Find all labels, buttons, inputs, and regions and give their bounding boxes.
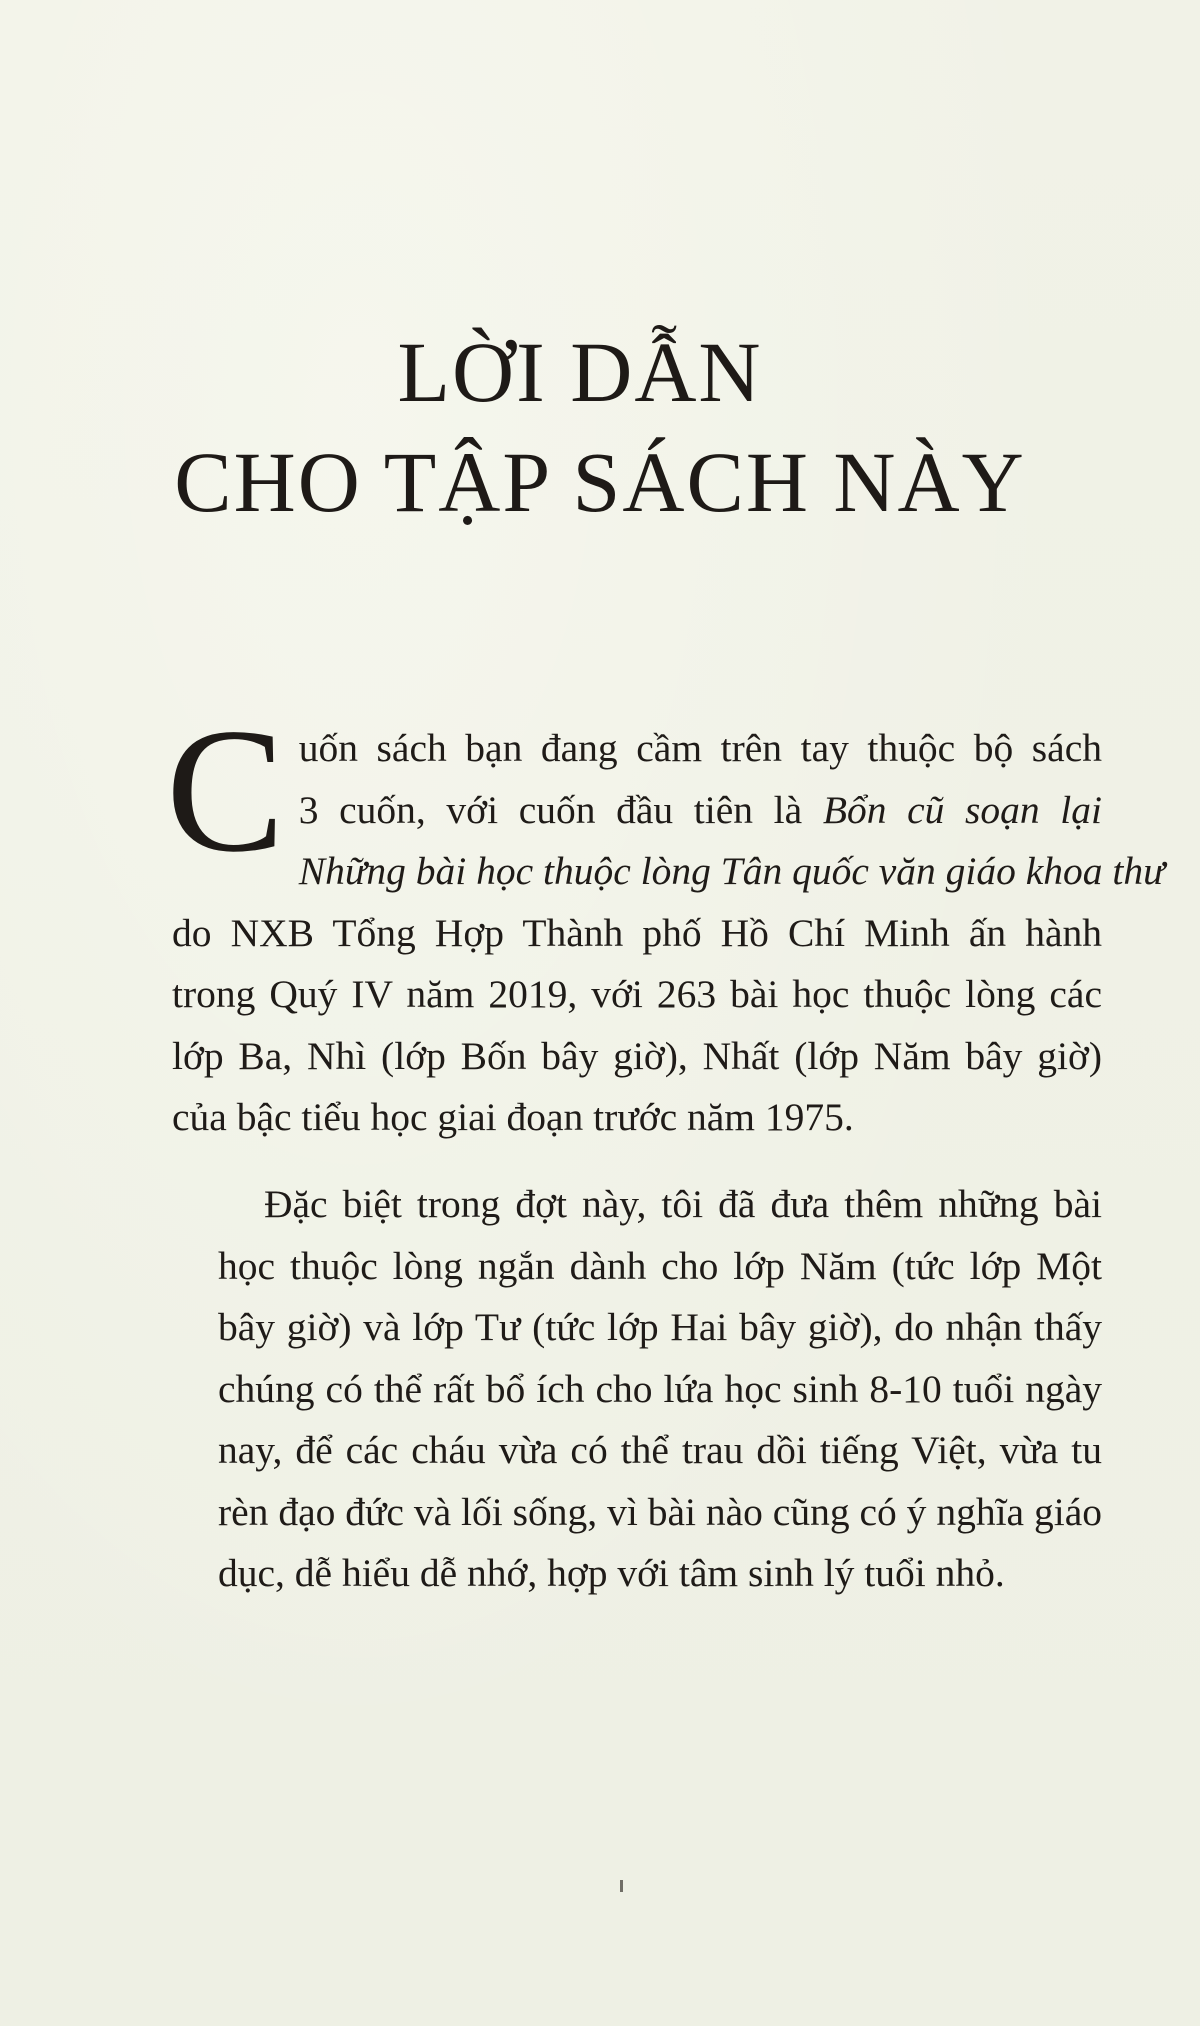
- paragraph-2-line: Đặc biệt trong đợt này, tôi đã đưa thêm những bài: [264, 1182, 1102, 1226]
- text-run: do NXB Tổng Hợp Thành phố Hồ Chí Minh ấn hành: [172, 910, 1102, 955]
- paragraph-1-line: [172, 964, 1102, 1026]
- paragraph-2: [172, 1174, 1102, 1605]
- paragraph-1-line: [172, 780, 1102, 842]
- page-title-line-2: CHO TẬP SÁCH NÀY: [174, 434, 1026, 530]
- paragraph-1-line: [172, 1026, 1102, 1088]
- paragraph-1-line: [172, 1087, 1102, 1149]
- paragraph-2-line: rèn đạo đức và lối sống, vì bài nào cũng có ý nghĩa giáo: [218, 1489, 1102, 1534]
- text-run: trong Quý IV năm 2019, với 263 bài học thuộc lòng các: [172, 972, 1102, 1016]
- paragraph-1-line: [172, 841, 1165, 903]
- text-run: lớp Ba, Nhì (lớp Bốn bây giờ), Nhất (lớp Năm bây giờ): [172, 1033, 1102, 1078]
- paragraph-1: [166, 691, 1165, 1149]
- text-run: của bậc tiểu học giai đoạn trước năm 1975.: [172, 1095, 854, 1139]
- drop-cap: C: [166, 691, 285, 889]
- paragraph-2-line: bây giờ) và lớp Tư (tức lớp Hai bây giờ), do nhận thấy: [218, 1305, 1102, 1349]
- page-title-line-1: LỜI DẪN: [397, 324, 763, 420]
- paragraph-2-line: nay, để các cháu vừa có thể trau dồi tiếng Việt, vừa tu: [218, 1428, 1102, 1472]
- paragraph-2-line: chúng có thể rất bổ ích cho lứa học sinh 8-10 tuổi ngày: [218, 1366, 1102, 1411]
- paragraph-1-line: [172, 718, 1102, 780]
- paragraph-2-line: học thuộc lòng ngắn dành cho lớp Năm (tức lớp Một: [218, 1243, 1102, 1288]
- paragraph-2-line: dục, dễ hiểu dễ nhớ, hợp với tâm sinh lý tuổi nhỏ.: [218, 1551, 1005, 1595]
- text-run: uốn sách bạn đang cầm trên tay thuộc bộ sách: [298, 726, 1102, 770]
- text-run: 3 cuốn, với cuốn đầu tiên là: [298, 787, 823, 832]
- book-title-italic: Bổn cũ soạn lại: [822, 787, 1102, 832]
- book-title-italic: Những bài học thuộc lòng Tân quốc văn giáo khoa thư: [298, 849, 1165, 893]
- paragraph-1-line: [172, 903, 1102, 965]
- print-speck: [620, 1880, 623, 1892]
